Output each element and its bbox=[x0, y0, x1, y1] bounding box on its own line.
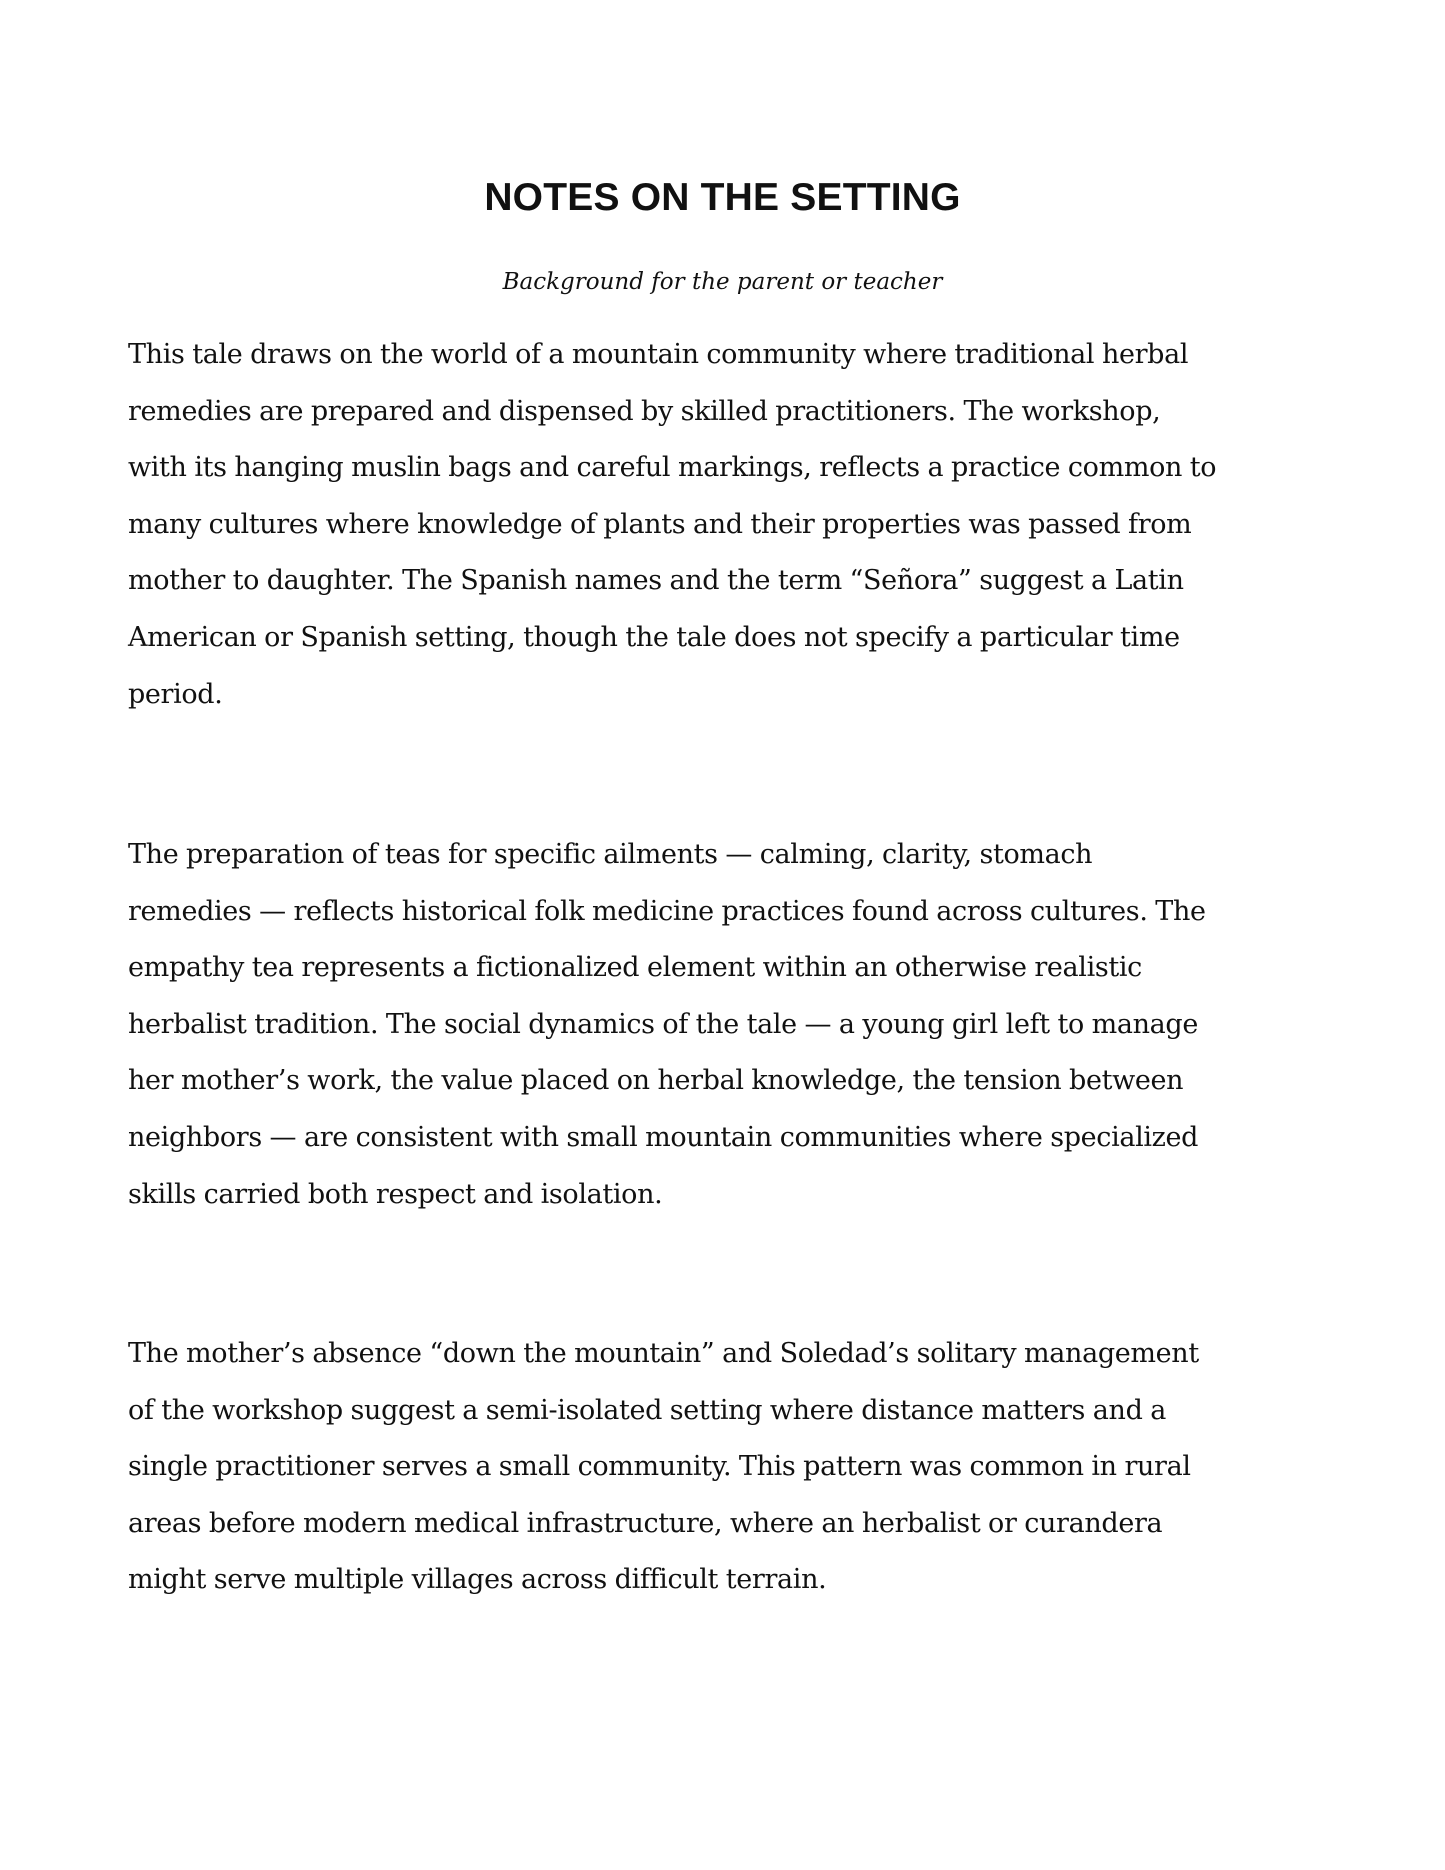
text-line: mother to daughter. The Spanish names and the term “Señora” suggest a Latin bbox=[128, 565, 1184, 597]
text-line: remedies are prepared and dispensed by skilled practitioners. The workshop, bbox=[128, 395, 1161, 427]
text-line: her mother’s work, the value placed on herbal knowledge, the tension between bbox=[128, 1065, 1184, 1097]
text-line: empathy tea represents a fictionalized element within an otherwise realistic bbox=[128, 952, 1142, 984]
text-line: period. bbox=[128, 678, 223, 710]
text-line: This tale draws on the world of a mountain community where traditional herbal bbox=[128, 339, 1189, 370]
text-line: many cultures where knowledge of plants and their properties was passed from bbox=[128, 508, 1192, 540]
paragraph-folk-medicine bbox=[128, 827, 1328, 1223]
text-line: areas before modern medical infrastructure, where an herbalist or curandera bbox=[128, 1507, 1163, 1539]
text-line: The preparation of teas for specific ailments — calming, clarity, stomach bbox=[128, 839, 1093, 870]
page-subtitle: Background for the parent or teacher bbox=[502, 269, 943, 295]
text-line: skills carried both respect and isolation. bbox=[128, 1178, 663, 1210]
text-line: American or Spanish setting, though the tale does not specify a particular time bbox=[128, 621, 1180, 653]
page-title: NOTES ON THE SETTING bbox=[484, 176, 961, 219]
text-line: of the workshop suggest a semi-isolated setting where distance matters and a bbox=[128, 1394, 1166, 1426]
paragraph-rural-isolation bbox=[128, 1326, 1328, 1609]
text-line: The mother’s absence “down the mountain” and Soledad’s solitary management bbox=[128, 1338, 1199, 1369]
paragraph-setting-intro bbox=[128, 327, 1328, 723]
text-line: single practitioner serves a small community. This pattern was common in rural bbox=[128, 1451, 1191, 1483]
text-line: herbalist tradition. The social dynamics of the tale — a young girl left to manage bbox=[128, 1008, 1198, 1040]
text-line: neighbors — are consistent with small mountain communities where specialized bbox=[128, 1121, 1199, 1153]
text-line: might serve multiple villages across difficult terrain. bbox=[128, 1564, 827, 1596]
text-line: remedies — reflects historical folk medicine practices found across cultures. The bbox=[128, 895, 1206, 927]
text-line: with its hanging muslin bags and careful markings, reflects a practice common to bbox=[128, 452, 1217, 484]
